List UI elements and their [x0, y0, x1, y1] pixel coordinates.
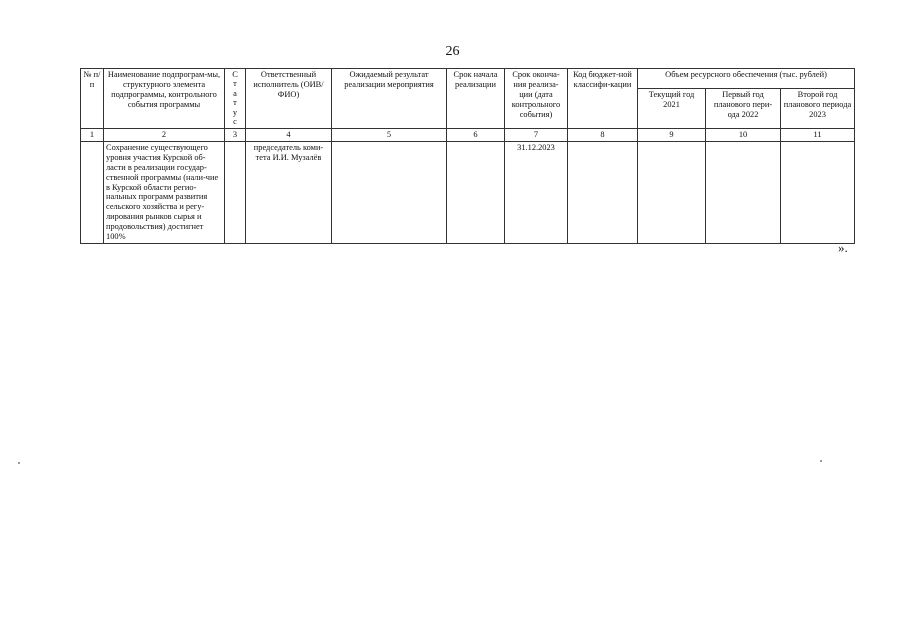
- header-status-text: Статус: [232, 70, 238, 127]
- header-end-date: Срок оконча-ния реализа-ции (дата контрольного события): [505, 69, 568, 129]
- col-num-10: 10: [706, 129, 781, 142]
- column-number-row: [81, 129, 855, 142]
- col-num-5: 5: [332, 129, 447, 142]
- cell-budget-code: [568, 141, 638, 243]
- scan-dot-left: [18, 462, 20, 464]
- plan-table: [80, 68, 855, 244]
- cell-name: Сохранение существующего уровня участия Курской об-ласти в реализации государ-ственной программы (нали-чие в Курской области регио-нальных программ развития сельского хозяйства и регу-лирования рынков сырья и продовольствия) достигнет 100%: [104, 141, 225, 243]
- header-second-plan-year: Второй год планового периода 2023: [781, 89, 855, 129]
- header-current-year: Текущий год 2021: [638, 89, 706, 129]
- cell-start-date: [447, 141, 505, 243]
- header-responsible: Ответственный исполнитель (ОИВ/ФИО): [246, 69, 332, 129]
- cell-num: [81, 141, 104, 243]
- closing-quote: ».: [838, 240, 848, 255]
- header-status: [225, 69, 246, 129]
- col-num-3: 3: [225, 129, 246, 142]
- cell-first-plan-year: [706, 141, 781, 243]
- cell-end-date: 31.12.2023: [505, 141, 568, 243]
- cell-second-plan-year: [781, 141, 855, 243]
- cell-status: [225, 141, 246, 243]
- col-num-1: 1: [81, 129, 104, 142]
- col-num-9: 9: [638, 129, 706, 142]
- col-num-4: 4: [246, 129, 332, 142]
- table-row: [81, 141, 855, 243]
- header-first-plan-year: Первый год планового пери-ода 2022: [706, 89, 781, 129]
- col-num-2: 2: [104, 129, 225, 142]
- header-name: Наименование подпрограм-мы, структурного элемента подпрограммы, контрольного события программы: [104, 69, 225, 129]
- cell-expected-result: [332, 141, 447, 243]
- col-num-7: 7: [505, 129, 568, 142]
- header-start-date: Срок начала реализации: [447, 69, 505, 129]
- col-num-8: 8: [568, 129, 638, 142]
- header-expected-result: Ожидаемый результат реализации мероприятия: [332, 69, 447, 129]
- col-num-6: 6: [447, 129, 505, 142]
- scan-dot-right: [820, 460, 822, 462]
- header-num: № п/п: [81, 69, 104, 129]
- cell-responsible: председатель коми-тета И.И. Музалёв: [246, 141, 332, 243]
- col-num-11: 11: [781, 129, 855, 142]
- header-resources: Объем ресурсного обеспечения (тыс. рублей): [638, 69, 855, 89]
- header-budget-code: Код бюджет-ной классифи-кации: [568, 69, 638, 129]
- page-number: 26: [445, 44, 460, 59]
- cell-current-year: [638, 141, 706, 243]
